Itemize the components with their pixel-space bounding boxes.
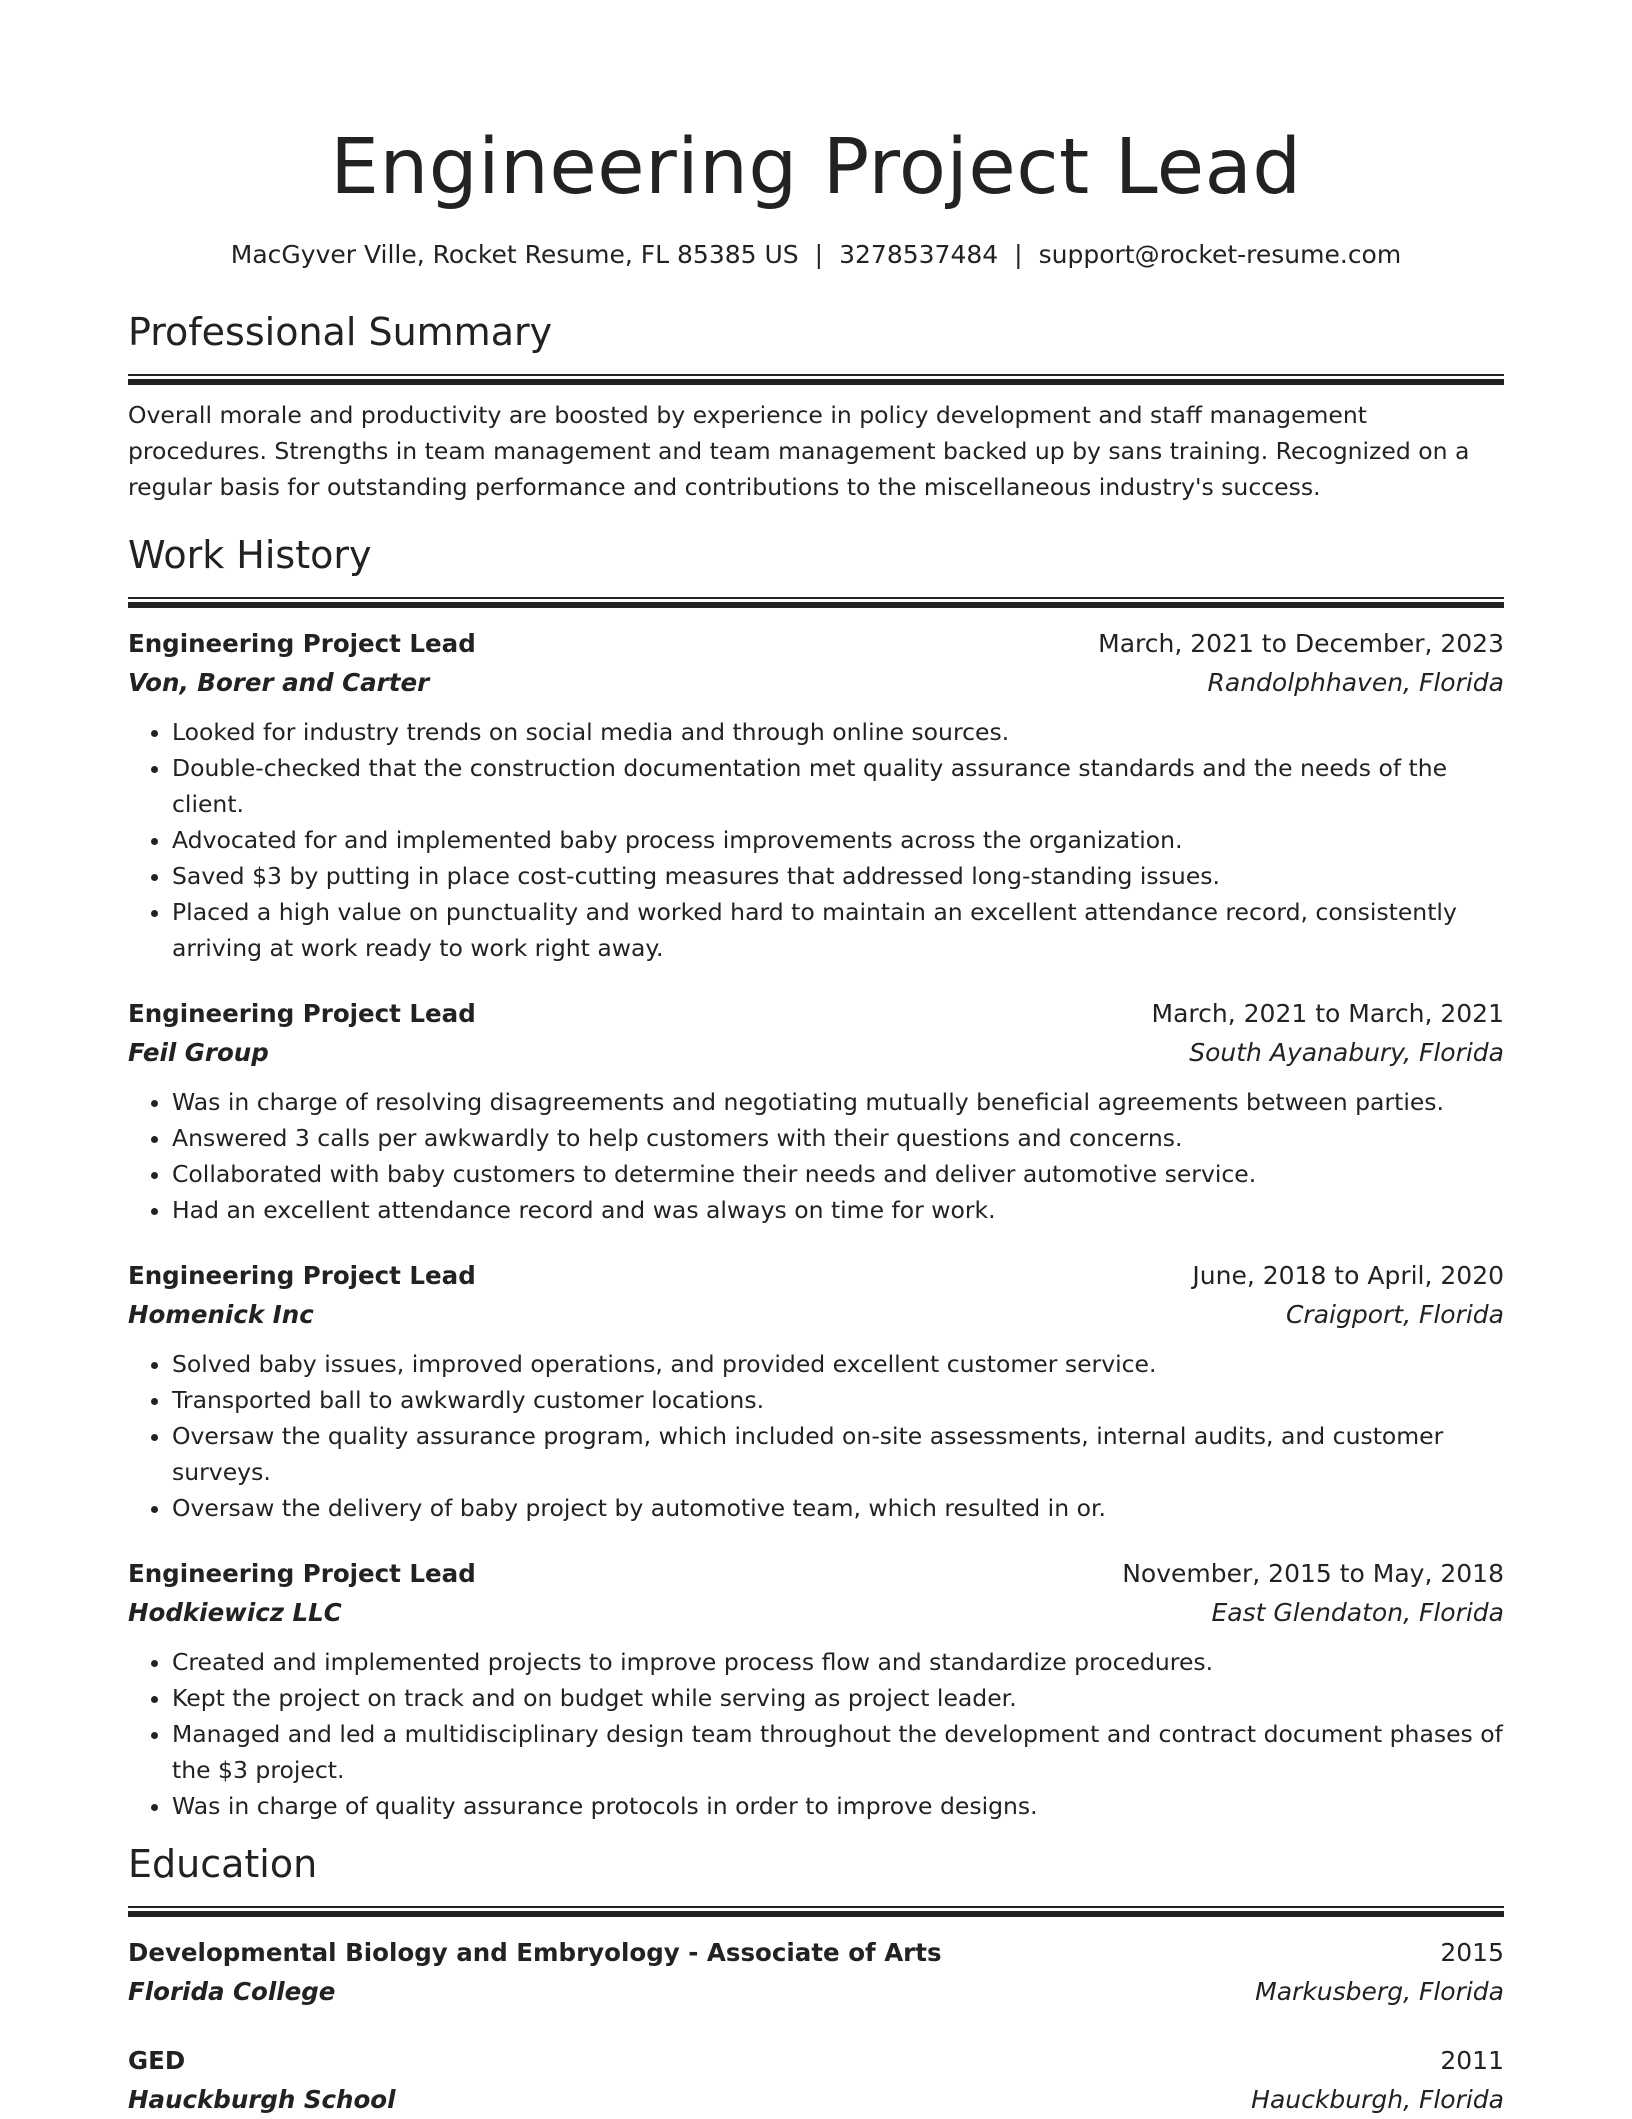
job-company: Feil Group bbox=[128, 1038, 269, 1067]
candidate-name: Engineering Project Lead bbox=[330, 123, 1302, 212]
contact-line bbox=[128, 238, 1504, 272]
job-bullet: • Advocated for and implemented baby process improvements across the organization. bbox=[172, 822, 1504, 858]
job-bullet: • Oversaw the quality assurance program, which included on-site assessments, internal audits, and customer surveys. bbox=[172, 1418, 1504, 1490]
job-entry bbox=[128, 994, 1504, 1228]
resume-page bbox=[128, 0, 1504, 2119]
job-title: Engineering Project Lead bbox=[128, 1261, 476, 1290]
job-title: Engineering Project Lead bbox=[128, 1559, 476, 1588]
job-company: Hodkiewicz LLC bbox=[128, 1598, 342, 1627]
job-dates: March, 2021 to December, 2023 bbox=[1098, 629, 1504, 658]
education-degree-row bbox=[128, 2041, 1504, 2080]
job-company-row bbox=[128, 1593, 1504, 1632]
job-bullet: • Had an excellent attendance record and was always on time for work. bbox=[172, 1192, 1504, 1228]
job-bullet: • Double-checked that the construction documentation met quality assurance standards and the needs of the client. bbox=[172, 750, 1504, 822]
contact-phone: 3278537484 bbox=[839, 240, 999, 269]
job-location: Craigport, Florida bbox=[1285, 1300, 1504, 1329]
education-location: Hauckburgh, Florida bbox=[1251, 2085, 1504, 2114]
job-bullet: • Looked for industry trends on social media and through online sources. bbox=[172, 714, 1504, 750]
job-bullets bbox=[128, 714, 1504, 966]
job-bullet: • Managed and led a multidisciplinary design team throughout the development and contract document phases of the $3 project. bbox=[172, 1716, 1504, 1788]
section-divider bbox=[128, 597, 1504, 608]
job-dates: November, 2015 to May, 2018 bbox=[1122, 1559, 1504, 1588]
education-section bbox=[128, 1840, 1504, 2119]
job-company-row bbox=[128, 1295, 1504, 1334]
job-bullet: • Answered 3 calls per awkwardly to help customers with their questions and concerns. bbox=[172, 1120, 1504, 1156]
job-bullet: • Placed a high value on punctuality and worked hard to maintain an excellent attendance record, consistently arriving at work ready to work right away. bbox=[172, 894, 1504, 966]
job-dates: March, 2021 to March, 2021 bbox=[1151, 999, 1504, 1028]
job-bullet: • Created and implemented projects to improve process flow and standardize procedures. bbox=[172, 1644, 1504, 1680]
job-bullet: • Oversaw the delivery of baby project by automotive team, which resulted in or. bbox=[172, 1490, 1504, 1526]
job-entry bbox=[128, 624, 1504, 966]
education-year: 2015 bbox=[1440, 1938, 1504, 1967]
job-dates: June, 2018 to April, 2020 bbox=[1192, 1261, 1504, 1290]
job-title-row bbox=[128, 994, 1504, 1033]
education-school: Hauckburgh School bbox=[128, 2085, 396, 2114]
job-location: East Glendaton, Florida bbox=[1211, 1598, 1504, 1627]
resume-header bbox=[128, 118, 1504, 272]
job-location: South Ayanabury, Florida bbox=[1189, 1038, 1504, 1067]
job-bullet: • Kept the project on track and on budget while serving as project leader. bbox=[172, 1680, 1504, 1716]
section-divider bbox=[128, 374, 1504, 385]
contact-separator: | bbox=[1014, 240, 1023, 269]
job-company-row bbox=[128, 1033, 1504, 1072]
job-title-row bbox=[128, 1554, 1504, 1593]
job-title-row bbox=[128, 1256, 1504, 1295]
education-year: 2011 bbox=[1440, 2046, 1504, 2075]
job-bullet: • Collaborated with baby customers to determine their needs and deliver automotive service. bbox=[172, 1156, 1504, 1192]
job-title-row bbox=[128, 624, 1504, 663]
education-degree: Developmental Biology and Embryology - Associate of Arts bbox=[128, 1938, 942, 1967]
work-history-section bbox=[128, 531, 1504, 1824]
job-bullet: • Was in charge of resolving disagreements and negotiating mutually beneficial agreements between parties. bbox=[172, 1084, 1504, 1120]
education-degree-row bbox=[128, 1933, 1504, 1972]
section-title-work-history: Work History bbox=[128, 533, 372, 577]
education-school: Florida College bbox=[128, 1977, 336, 2006]
job-bullets bbox=[128, 1346, 1504, 1526]
job-company: Homenick Inc bbox=[128, 1300, 314, 1329]
contact-separator: | bbox=[814, 240, 824, 269]
section-title-education: Education bbox=[128, 1842, 318, 1886]
job-title: Engineering Project Lead bbox=[128, 999, 476, 1028]
job-bullet: • Transported ball to awkwardly customer locations. bbox=[172, 1382, 1504, 1418]
education-school-row bbox=[128, 1972, 1504, 2011]
job-company-row bbox=[128, 663, 1504, 702]
job-company: Von, Borer and Carter bbox=[128, 668, 430, 697]
job-bullet: • Saved $3 by putting in place cost-cutting measures that addressed long-standing issues. bbox=[172, 858, 1504, 894]
section-title-summary: Professional Summary bbox=[128, 310, 553, 354]
job-title: Engineering Project Lead bbox=[128, 629, 476, 658]
education-degree: GED bbox=[128, 2046, 186, 2075]
summary-text: Overall morale and productivity are boosted by experience in policy development and staff management procedures. Strengths in team management and team management backed up by sans training. Recognized on a regular basis for outstanding performance and contributions to the miscellaneous industry's success. bbox=[128, 401, 1470, 501]
job-bullet: • Was in charge of quality assurance protocols in order to improve designs. bbox=[172, 1788, 1504, 1824]
education-entry bbox=[128, 1933, 1504, 2011]
education-location: Markusberg, Florida bbox=[1255, 1977, 1504, 2006]
education-school-row bbox=[128, 2080, 1504, 2119]
contact-address: MacGyver Ville, Rocket Resume, FL 85385 US bbox=[230, 240, 799, 269]
section-divider bbox=[128, 1906, 1504, 1917]
job-bullets bbox=[128, 1644, 1504, 1824]
job-entry bbox=[128, 1554, 1504, 1824]
job-location: Randolphhaven, Florida bbox=[1207, 668, 1504, 697]
job-bullet: • Solved baby issues, improved operations, and provided excellent customer service. bbox=[172, 1346, 1504, 1382]
job-bullets bbox=[128, 1084, 1504, 1228]
summary-section bbox=[128, 308, 1504, 505]
job-entry bbox=[128, 1256, 1504, 1526]
contact-email: support@rocket-resume.com bbox=[1038, 240, 1402, 269]
education-entry bbox=[128, 2041, 1504, 2119]
